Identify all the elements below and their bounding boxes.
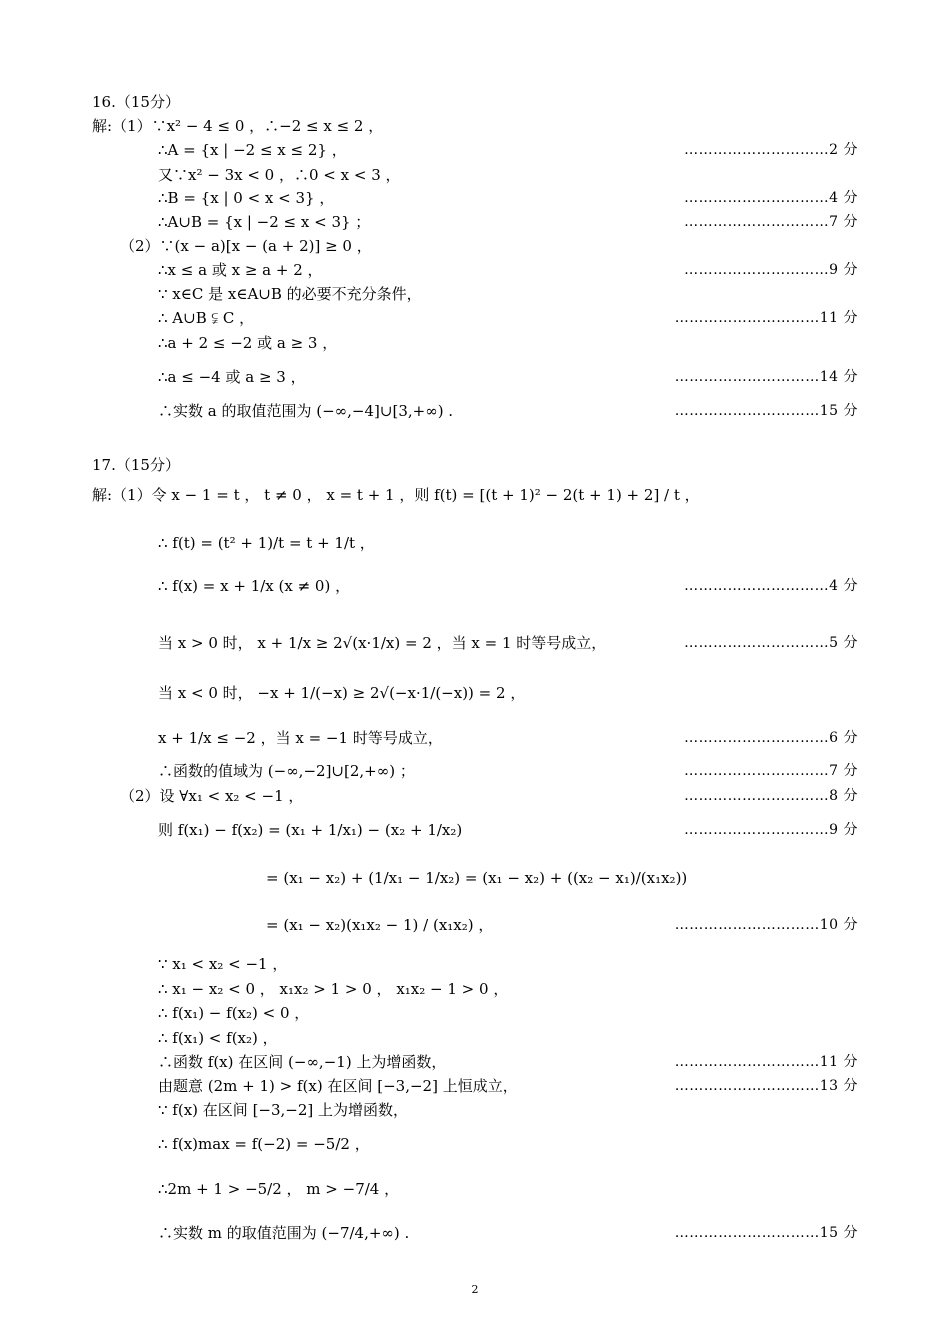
q17-points-6: …………………………6 分 [684,730,858,746]
q17-line-11: = (x₁ − x₂)(x₁x₂ − 1) / (x₁x₂) ， [266,916,494,934]
q17-points-8: …………………………8 分 [684,788,858,804]
q17-points-10: …………………………10 分 [674,917,858,933]
q16-line-6: （2）∵(x − a)[x − (a + 2)] ≥ 0 ， [120,237,372,255]
q17-line-9: 则 f(x₁) − f(x₂) = (x₁ + 1/x₁) − (x₂ + 1/x₂) [158,821,463,839]
q17-line-6: x + 1/x ≤ −2 ，当 x = −1 时等号成立， [158,729,443,747]
q17-line-16: ∴函数 f(x) 在区间 (−∞,−1) 上为增函数， [158,1053,447,1071]
q16-points-11: …………………………11 分 [674,310,858,326]
q17-points-7: …………………………7 分 [684,763,858,779]
page-number: 2 [471,1283,479,1296]
q16-points-4: …………………………4 分 [684,190,858,206]
q17-line-17: 由题意 (2m + 1) > f(x) 在区间 [−3,−2] 上恒成立， [158,1077,518,1095]
q17-line-14: ∴ f(x₁) − f(x₂) < 0 ， [158,1004,310,1022]
q17-line-5: 当 x < 0 时， −x + 1/(−x) ≥ 2√(−x·1/(−x)) = 2 ， [158,684,526,702]
q16-line-7: ∴x ≤ a 或 x ≥ a + 2 ， [158,261,323,279]
q17-line-21: ∴实数 m 的取值范围为 (−7/4,+∞) . [158,1224,410,1242]
q16-line-1: 解:（1）∵x² − 4 ≤ 0 ，∴−2 ≤ x ≤ 2 ， [92,117,384,135]
q17-line-12: ∵ x₁ < x₂ < −1 ， [158,955,288,973]
q17-line-1: 解:（1）令 x − 1 = t ， t ≠ 0 ， x = t + 1 ，则 f(t) = [(t + 1)² − 2(t + 1) + 2] / t ， [92,486,700,504]
q16-points-7: …………………………7 分 [684,214,858,230]
q17-line-2: ∴ f(t) = (t² + 1)/t = t + 1/t ， [158,534,375,552]
q17-line-10: = (x₁ − x₂) + (1/x₁ − 1/x₂) = (x₁ − x₂) + ((x₂ − x₁)/(x₁x₂)) [266,869,688,887]
q17-line-18: ∵ f(x) 在区间 [−3,−2] 上为增函数， [158,1101,409,1119]
q17-line-8: （2）设 ∀x₁ < x₂ < −1 ， [120,787,304,805]
q16-points-14: …………………………14 分 [674,369,858,385]
q16-line-11: ∴a ≤ −4 或 a ≥ 3 ， [158,368,306,386]
q17-line-4: 当 x > 0 时， x + 1/x ≥ 2√(x·1/x) = 2 ，当 x = 1 时等号成立， [158,634,607,652]
q17-points-15: …………………………15 分 [674,1225,858,1241]
q16-points-2: …………………………2 分 [684,142,858,158]
q17-line-20: ∴2m + 1 > −5/2 ， m > −7/4 ， [158,1180,400,1198]
q17-points-11: …………………………11 分 [674,1054,858,1070]
q16-line-8: ∵ x∈C 是 x∈A∪B 的必要不充分条件， [158,285,422,303]
q17-line-15: ∴ f(x₁) < f(x₂) ， [158,1029,278,1047]
q16-line-4: ∴B = {x | 0 < x < 3} ， [158,189,335,207]
q17-points-9: …………………………9 分 [684,822,858,838]
q17-line-13: ∴ x₁ − x₂ < 0 ， x₁x₂ > 1 > 0 ， x₁x₂ − 1 > 0 ， [158,980,509,998]
q17-points-5: …………………………5 分 [684,635,858,651]
q16-line-5: ∴A∪B = {x | −2 ≤ x < 3} ； [158,213,371,231]
q17-header: 17.（15分） [92,456,180,474]
q17-line-3: ∴ f(x) = x + 1/x (x ≠ 0) ， [158,577,351,595]
q16-points-9: …………………………9 分 [684,262,858,278]
q16-line-3: 又∵x² − 3x < 0 ，∴0 < x < 3 ， [158,166,401,184]
q16-points-15: …………………………15 分 [674,403,858,419]
q17-line-19: ∴ f(x)max = f(−2) = −5/2 ， [158,1135,370,1153]
q17-points-13: …………………………13 分 [674,1078,858,1094]
q16-line-10: ∴a + 2 ≤ −2 或 a ≥ 3 ， [158,334,338,352]
q16-header: 16.（15分） [92,93,180,111]
q17-line-7: ∴函数的值域为 (−∞,−2]∪[2,+∞) ； [158,762,415,780]
q17-points-4: …………………………4 分 [684,578,858,594]
q16-line-9: ∴ A∪B ⫋ C ， [158,309,255,327]
q16-line-2: ∴A = {x | −2 ≤ x ≤ 2} ， [158,141,347,159]
q16-line-12: ∴实数 a 的取值范围为 (−∞,−4]∪[3,+∞) . [158,402,454,420]
